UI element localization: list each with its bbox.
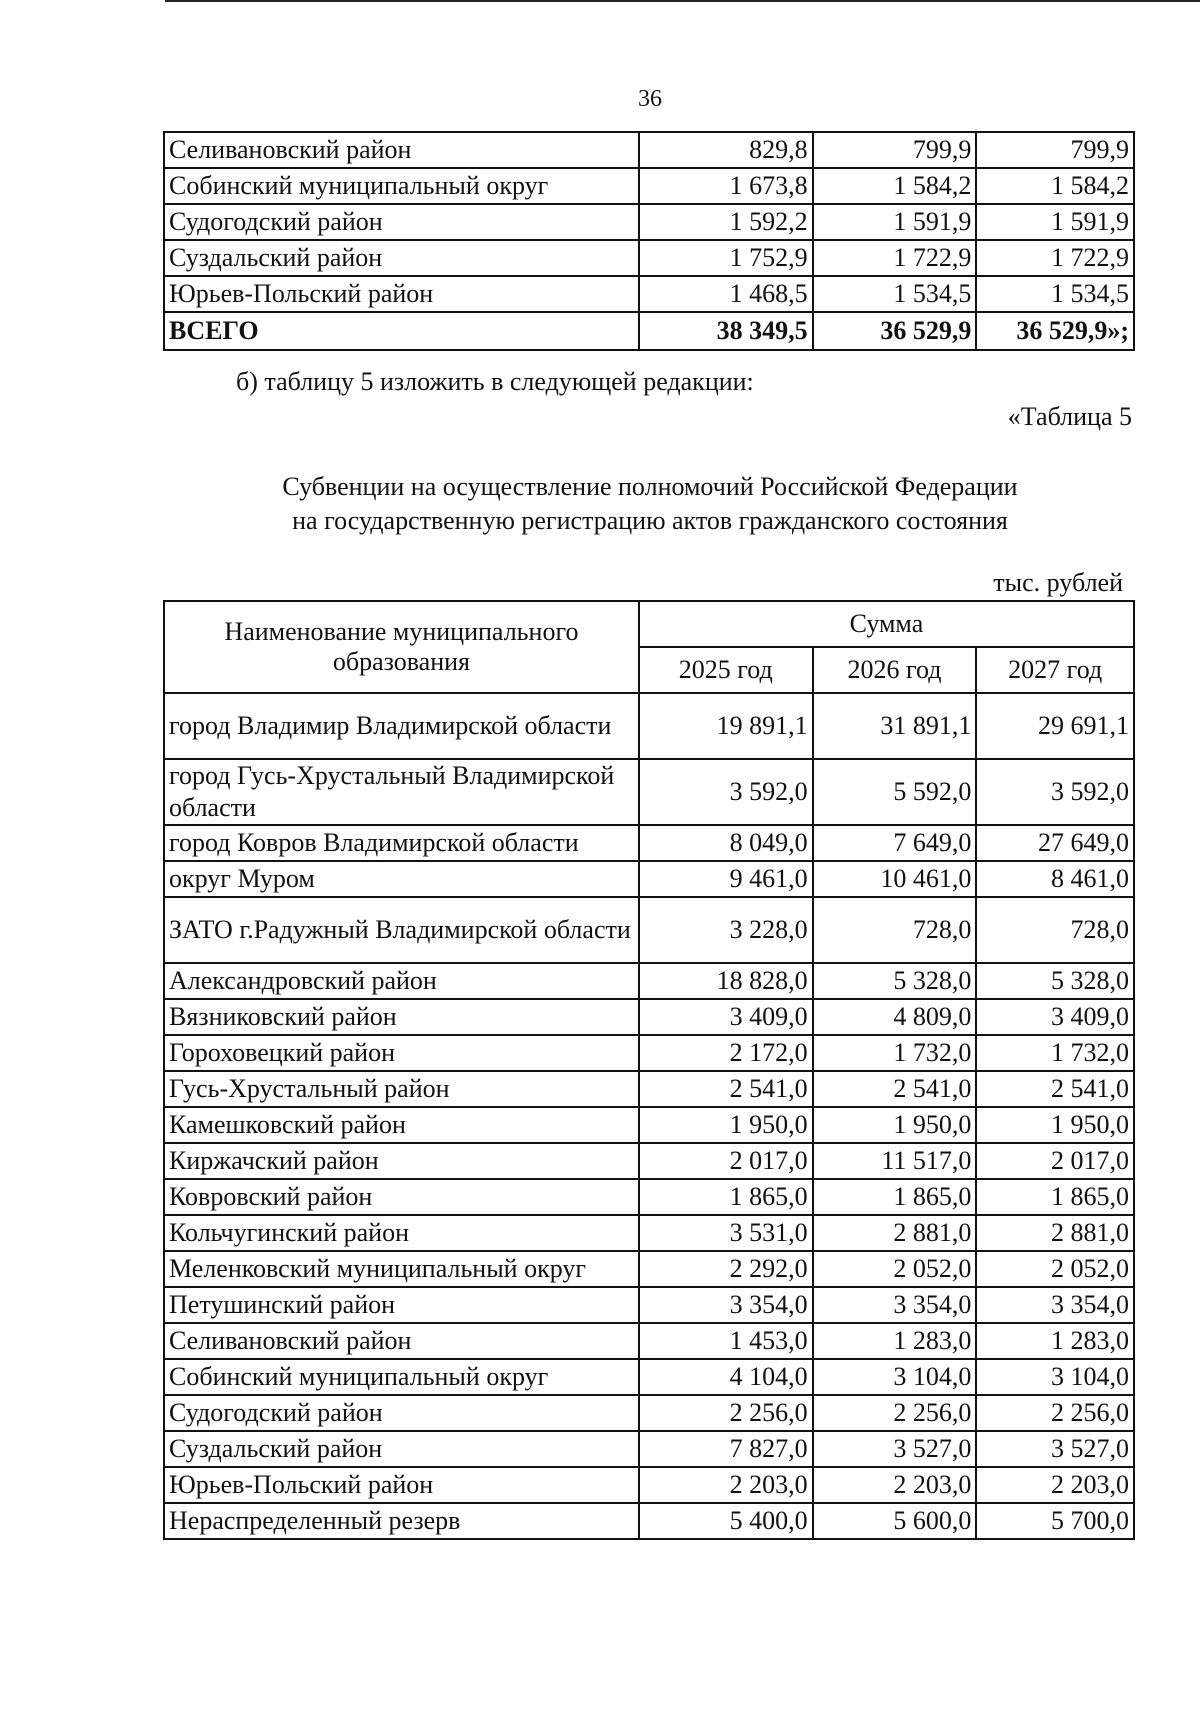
municipality-name: Гусь-Хрустальный район [164, 1071, 639, 1107]
table-row [164, 999, 1134, 1035]
municipality-name: Селивановский район [164, 132, 639, 168]
municipality-name: Селивановский район [164, 1323, 639, 1359]
value-2027: 1 732,0 [976, 1035, 1134, 1071]
table-row [164, 1467, 1134, 1503]
value-2026: 10 461,0 [813, 861, 977, 897]
table-row [164, 1251, 1134, 1287]
municipality-name: Нераспределенный резерв [164, 1503, 639, 1539]
value-2027: 29 691,1 [976, 693, 1134, 759]
total-row [164, 312, 1134, 350]
value-2025: 19 891,1 [639, 693, 813, 759]
table-row [164, 1107, 1134, 1143]
table-5 [163, 600, 1135, 1540]
value-2026: 1 584,2 [813, 168, 977, 204]
value-2027: 1 950,0 [976, 1107, 1134, 1143]
municipality-name: Собинский муниципальный округ [164, 168, 639, 204]
value-2026: 1 591,9 [813, 204, 977, 240]
table-row [164, 897, 1134, 963]
value-2025: 2 172,0 [639, 1035, 813, 1071]
value-2026: 4 809,0 [813, 999, 977, 1035]
value-2025: 4 104,0 [639, 1359, 813, 1395]
value-2026: 11 517,0 [813, 1143, 977, 1179]
table-row [164, 276, 1134, 312]
value-2027: 5 328,0 [976, 963, 1134, 999]
municipality-name: Кольчугинский район [164, 1215, 639, 1251]
page-number: 36 [638, 86, 662, 112]
value-2025: 3 354,0 [639, 1287, 813, 1323]
value-2026: 5 328,0 [813, 963, 977, 999]
title-line-1: Субвенции на осуществление полномочий Российской Федерации [282, 472, 1018, 501]
table-row [164, 1395, 1134, 1431]
page-top-border [165, 0, 1200, 2]
value-2025: 7 827,0 [639, 1431, 813, 1467]
table-row [164, 1179, 1134, 1215]
value-2025: 3 592,0 [639, 759, 813, 825]
table-row [164, 1287, 1134, 1323]
value-2026: 3 354,0 [813, 1287, 977, 1323]
value-2025: 3 228,0 [639, 897, 813, 963]
total-2026: 36 529,9 [813, 312, 977, 350]
value-2025: 18 828,0 [639, 963, 813, 999]
value-2027: 5 700,0 [976, 1503, 1134, 1539]
municipality-name: Судогодский район [164, 1395, 639, 1431]
value-2025: 2 017,0 [639, 1143, 813, 1179]
table-label: «Таблица 5 [1007, 402, 1132, 431]
value-2026: 31 891,1 [813, 693, 977, 759]
table-row [164, 1359, 1134, 1395]
municipality-name: округ Муром [164, 861, 639, 897]
value-2027: 1 722,9 [976, 240, 1134, 276]
table-title [0, 470, 1200, 538]
value-2025: 2 292,0 [639, 1251, 813, 1287]
value-2027: 2 256,0 [976, 1395, 1134, 1431]
municipality-name: Вязниковский район [164, 999, 639, 1035]
municipality-name: Судогодский район [164, 204, 639, 240]
value-2025: 1 453,0 [639, 1323, 813, 1359]
value-2025: 1 592,2 [639, 204, 813, 240]
value-2025: 3 409,0 [639, 999, 813, 1035]
value-2026: 5 600,0 [813, 1503, 977, 1539]
value-2025: 2 541,0 [639, 1071, 813, 1107]
value-2025: 3 531,0 [639, 1215, 813, 1251]
value-2025: 1 950,0 [639, 1107, 813, 1143]
header-sum: Сумма [639, 601, 1134, 647]
table-row [164, 1035, 1134, 1071]
total-2027: 36 529,9»; [976, 312, 1134, 350]
header-row [164, 601, 1134, 647]
table-row [164, 168, 1134, 204]
title-line-2: на государственную регистрацию актов гражданского состояния [292, 506, 1008, 535]
value-2027: 3 409,0 [976, 999, 1134, 1035]
value-2026: 3 527,0 [813, 1431, 977, 1467]
table-row [164, 132, 1134, 168]
municipality-name: Собинский муниципальный округ [164, 1359, 639, 1395]
municipality-name: Киржачский район [164, 1143, 639, 1179]
value-2026: 1 950,0 [813, 1107, 977, 1143]
municipality-name: Юрьев-Польский район [164, 1467, 639, 1503]
value-2027: 799,9 [976, 132, 1134, 168]
table-row [164, 861, 1134, 897]
municipality-name: ЗАТО г.Радужный Владимирской области [164, 897, 639, 963]
municipality-name: Александровский район [164, 963, 639, 999]
value-2027: 2 541,0 [976, 1071, 1134, 1107]
table-row [164, 963, 1134, 999]
table-row [164, 204, 1134, 240]
value-2025: 829,8 [639, 132, 813, 168]
value-2026: 2 541,0 [813, 1071, 977, 1107]
header-2027: 2027 год [976, 647, 1134, 693]
value-2026: 7 649,0 [813, 825, 977, 861]
value-2026: 799,9 [813, 132, 977, 168]
value-2025: 1 752,9 [639, 240, 813, 276]
value-2026: 2 256,0 [813, 1395, 977, 1431]
value-2025: 5 400,0 [639, 1503, 813, 1539]
municipality-name: Камешковский район [164, 1107, 639, 1143]
value-2027: 8 461,0 [976, 861, 1134, 897]
value-2026: 2 052,0 [813, 1251, 977, 1287]
value-2026: 1 283,0 [813, 1323, 977, 1359]
value-2025: 1 865,0 [639, 1179, 813, 1215]
value-2027: 3 354,0 [976, 1287, 1134, 1323]
municipality-name: Юрьев-Польский район [164, 276, 639, 312]
value-2027: 1 865,0 [976, 1179, 1134, 1215]
value-2027: 1 534,5 [976, 276, 1134, 312]
table-row [164, 1143, 1134, 1179]
value-2026: 728,0 [813, 897, 977, 963]
value-2027: 2 881,0 [976, 1215, 1134, 1251]
table-row [164, 1431, 1134, 1467]
header-municipality: Наименование муниципального образования [164, 601, 639, 693]
value-2025: 1 468,5 [639, 276, 813, 312]
units-label: тыс. рублей [993, 568, 1123, 597]
value-2026: 1 534,5 [813, 276, 977, 312]
table-row [164, 240, 1134, 276]
value-2025: 2 203,0 [639, 1467, 813, 1503]
total-label: ВСЕГО [164, 312, 639, 350]
amendment-instruction: б) таблицу 5 изложить в следующей редакции: [236, 367, 754, 396]
value-2025: 2 256,0 [639, 1395, 813, 1431]
municipality-name: город Гусь-Хрустальный Владимирской области [164, 759, 639, 825]
value-2027: 1 584,2 [976, 168, 1134, 204]
table-row [164, 1323, 1134, 1359]
municipality-name: Петушинский район [164, 1287, 639, 1323]
value-2027: 2 203,0 [976, 1467, 1134, 1503]
value-2027: 2 017,0 [976, 1143, 1134, 1179]
value-2027: 3 527,0 [976, 1431, 1134, 1467]
value-2026: 2 881,0 [813, 1215, 977, 1251]
value-2027: 1 283,0 [976, 1323, 1134, 1359]
header-2025: 2025 год [639, 647, 813, 693]
value-2027: 3 592,0 [976, 759, 1134, 825]
table-row [164, 825, 1134, 861]
value-2026: 3 104,0 [813, 1359, 977, 1395]
value-2027: 728,0 [976, 897, 1134, 963]
table-row [164, 1215, 1134, 1251]
header-2026: 2026 год [813, 647, 977, 693]
municipality-name: город Ковров Владимирской области [164, 825, 639, 861]
value-2027: 2 052,0 [976, 1251, 1134, 1287]
municipality-name: Суздальский район [164, 240, 639, 276]
table-row [164, 1503, 1134, 1539]
value-2026: 1 865,0 [813, 1179, 977, 1215]
municipality-name: Гороховецкий район [164, 1035, 639, 1071]
value-2025: 9 461,0 [639, 861, 813, 897]
value-2026: 2 203,0 [813, 1467, 977, 1503]
value-2027: 27 649,0 [976, 825, 1134, 861]
table-row [164, 1071, 1134, 1107]
value-2026: 1 722,9 [813, 240, 977, 276]
municipality-name: Меленковский муниципальный округ [164, 1251, 639, 1287]
table-row [164, 759, 1134, 825]
value-2025: 8 049,0 [639, 825, 813, 861]
value-2027: 1 591,9 [976, 204, 1134, 240]
value-2026: 1 732,0 [813, 1035, 977, 1071]
value-2026: 5 592,0 [813, 759, 977, 825]
value-2027: 3 104,0 [976, 1359, 1134, 1395]
municipality-name: Суздальский район [164, 1431, 639, 1467]
municipality-name: Ковровский район [164, 1179, 639, 1215]
municipality-name: город Владимир Владимирской области [164, 693, 639, 759]
value-2025: 1 673,8 [639, 168, 813, 204]
table-row [164, 693, 1134, 759]
table-4-continuation [163, 131, 1135, 351]
total-2025: 38 349,5 [639, 312, 813, 350]
